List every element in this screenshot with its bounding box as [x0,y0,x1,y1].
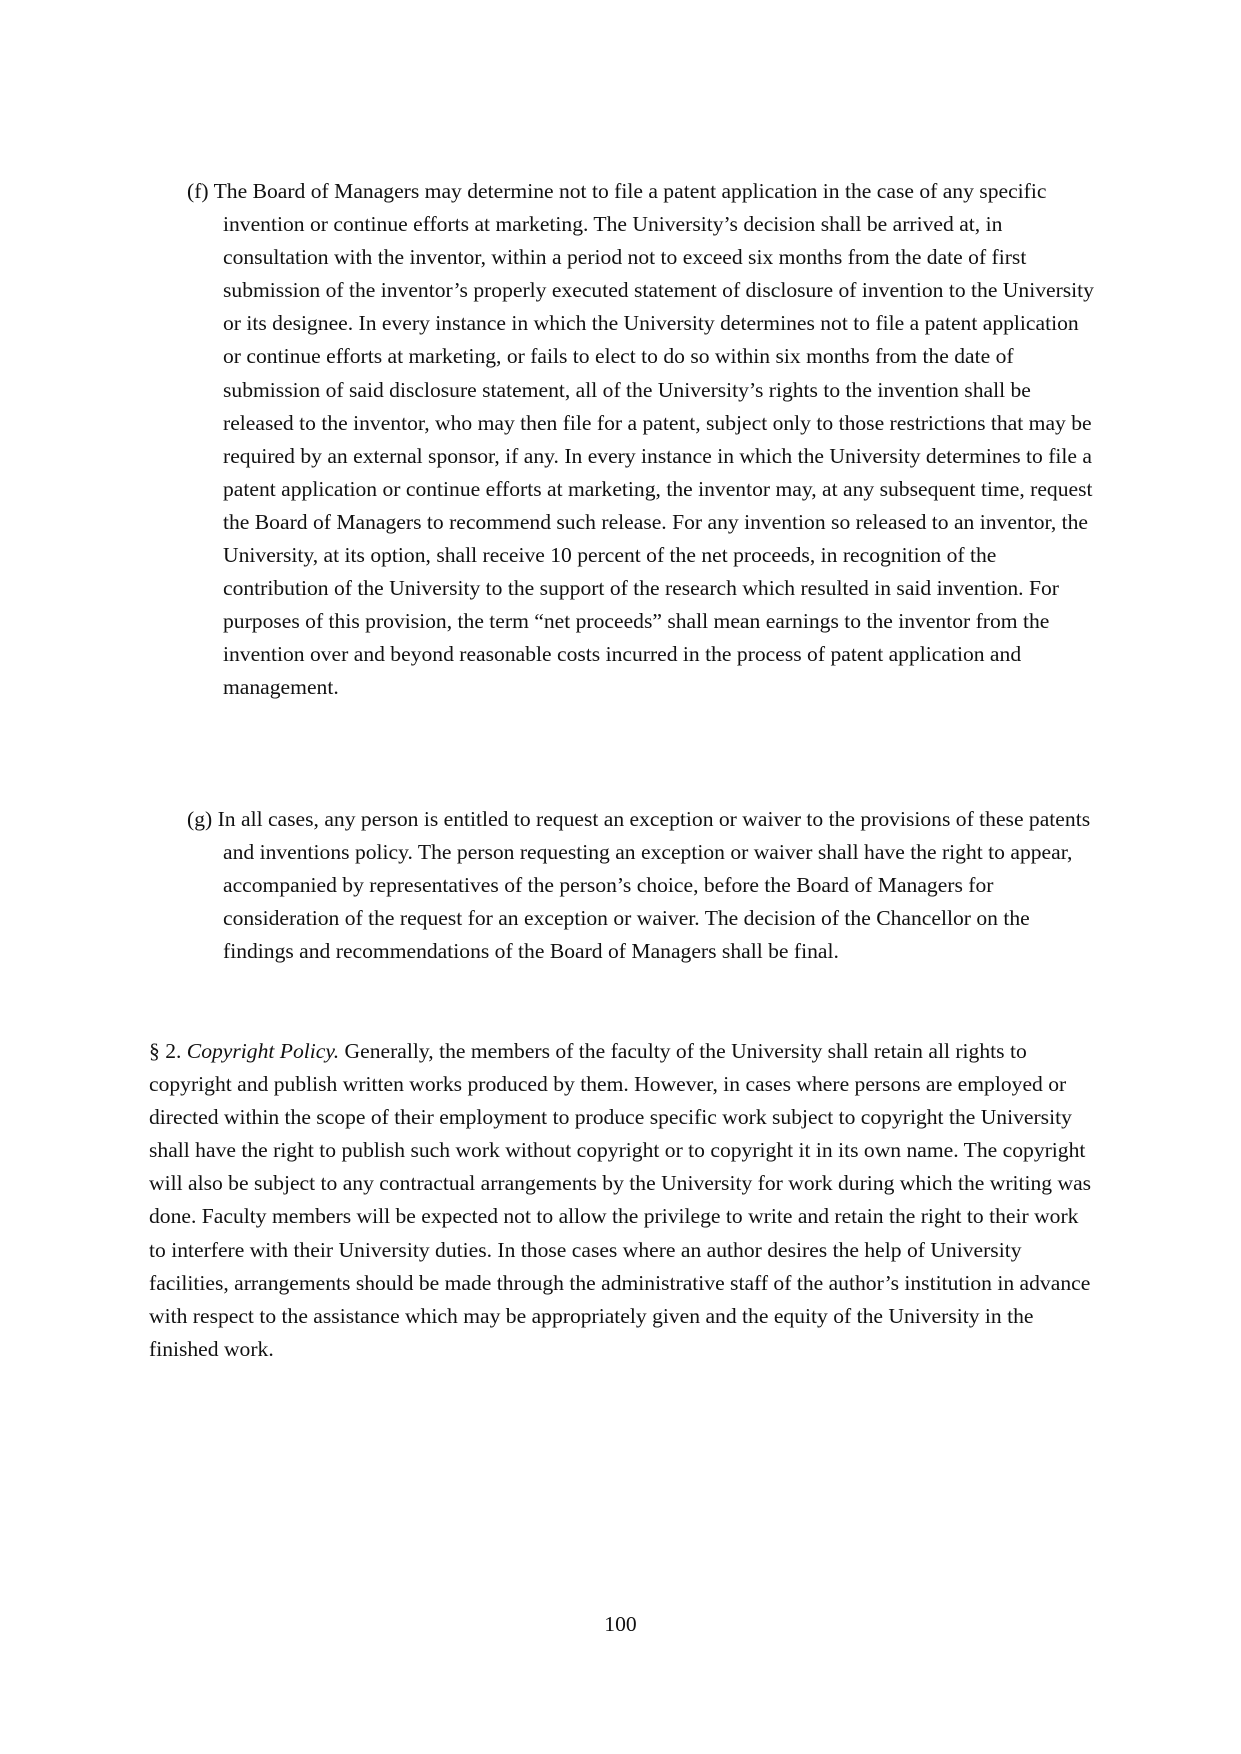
section-copyright-policy [149,1035,1094,1366]
page-number: 100 [604,1612,637,1636]
item-text: In all cases, any person is entitled to request an exception or waiver to the provisions of these patents and inventions policy. The person requesting an exception or waiver shall have the right to appear, accompanied by representatives of the person’s choice, before the Board of Managers for consideration of the request for an exception or waiver. The decision of the Chancellor on the findings and recommendations of the Board of Managers shall be final. [217,807,1091,964]
section-title: Copyright Policy. [186,1039,340,1063]
section-number: § 2. [149,1039,182,1063]
list-item-g [187,803,1099,968]
item-label: (g) [187,807,213,831]
list-item-f [187,175,1099,705]
item-text: The Board of Managers may determine not to file a patent application in the case of any specific invention or continue efforts at marketing. The University’s decision shall be arrived at, in consultation with the inventor, within a period not to exceed six months from the date of first submission of the inventor’s properly executed statement of disclosure of invention to the University or its designee. In every instance in which the University determines not to file a patent application or continue efforts at marketing, or fails to elect to do so within six months from the date of submission of said disclosure statement, all of the University’s rights to the invention shall be released to the inventor, who may then file for a patent, subject only to those restrictions that may be required by an external sponsor, if any. In every instance in which the University determines to file a patent application or continue efforts at marketing, the inventor may, at any subsequent time, request the Board of Managers to recommend such release. For any invention so released to an inventor, the University, at its option, shall receive 10 percent of the net proceeds, in recognition of the contribution of the University to the support of the research which resulted in said invention. For purposes of this provision, the term “net proceeds” shall mean earnings to the inventor from the invention over and beyond reasonable costs incurred in the process of patent application and management. [213,179,1094,700]
item-label: (f) [187,179,209,203]
section-text: Generally, the members of the faculty of the University shall retain all rights to copyright and publish written works produced by them. However, in cases where persons are employed or directed within the scope of their employment to produce specific work subject to copyright the University shall have the right to publish such work without copyright or to copyright it in its own name. The copyright will also be subject to any contractual arrangements by the University for work during which the writing was done. Faculty members will be expected not to allow the privilege to write and retain the right to their work to interfere with their University duties. In those cases where an author desires the help of University facilities, arrangements should be made through the administrative staff of the author’s institution in advance with respect to the assistance which may be appropriately given and the equity of the University in the finished work. [149,1039,1092,1361]
